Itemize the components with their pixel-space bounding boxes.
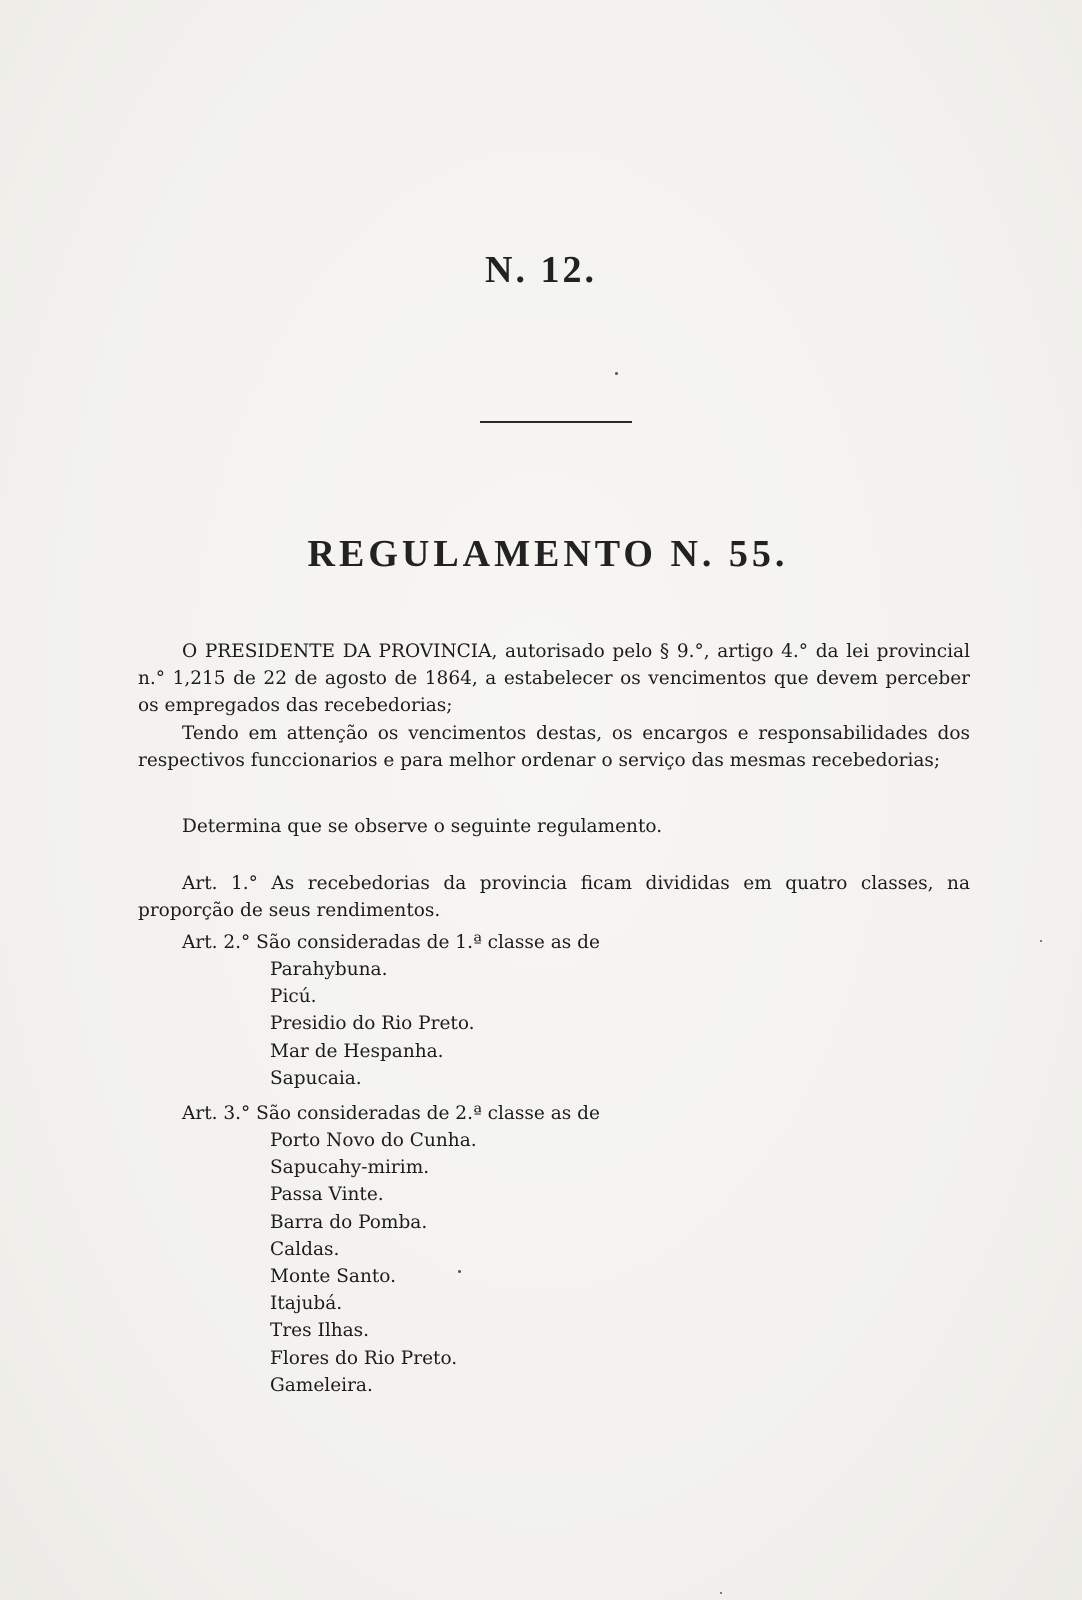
list-item: Barra do Pomba. [270,1211,428,1233]
list-item: Tres Ilhas. [270,1320,370,1342]
article-3-place-list [270,1127,477,1399]
article-2-heading: Art. 2.° São consideradas de 1.ª classe as de [182,932,600,953]
determination-paragraph: Determina que se observe o seguinte regulamento. [182,816,663,837]
article-2-place-list [270,956,475,1092]
regulation-title: REGULAMENTO N. 55. [307,533,789,575]
paper-speck [615,372,618,375]
paper-speck [1040,940,1042,942]
list-item: Porto Novo do Cunha. [270,1130,477,1151]
paper-speck [458,1270,461,1273]
considerations-paragraph: Tendo em attenção os vencimentos destas, os encargos e responsabilidades dos respectivos funccionarios e para melhor ordenar o serviço das mesmas recebedorias; [138,723,970,771]
document-number: N. 12. [485,249,597,291]
list-item: Passa Vinte. [270,1184,384,1206]
list-item: Sapucaia. [270,1067,362,1089]
list-item: Mar de Hespanha. [270,1040,444,1062]
preamble-paragraph: O PRESIDENTE DA PROVINCIA, autorisado pelo § 9.°, artigo 4.° da lei provincial n.° 1,215 de 22 de agosto de 1864, a estabelecer os vencimentos que devem perceber os empregados das recebedorias; [138,641,970,716]
list-item: Monte Santo. [270,1266,397,1288]
list-item: Caldas. [270,1238,340,1260]
list-item: Presidio do Rio Preto. [270,1013,475,1035]
title-divider [480,421,632,423]
list-item: Flores do Rio Preto. [270,1347,458,1369]
article-1-paragraph: Art. 1.° As recebedorias da provincia ficam divididas em quatro classes, na proporção de seus rendimentos. [138,873,970,921]
article-3-heading: Art. 3.° São consideradas de 2.ª classe as de [182,1103,600,1124]
paper-speck [720,1592,722,1594]
list-item: Picú. [270,986,317,1008]
list-item: Sapucahy-mirim. [270,1157,430,1179]
list-item: Gameleira. [270,1374,373,1396]
list-item: Parahybuna. [270,959,388,980]
list-item: Itajubá. [270,1293,343,1315]
